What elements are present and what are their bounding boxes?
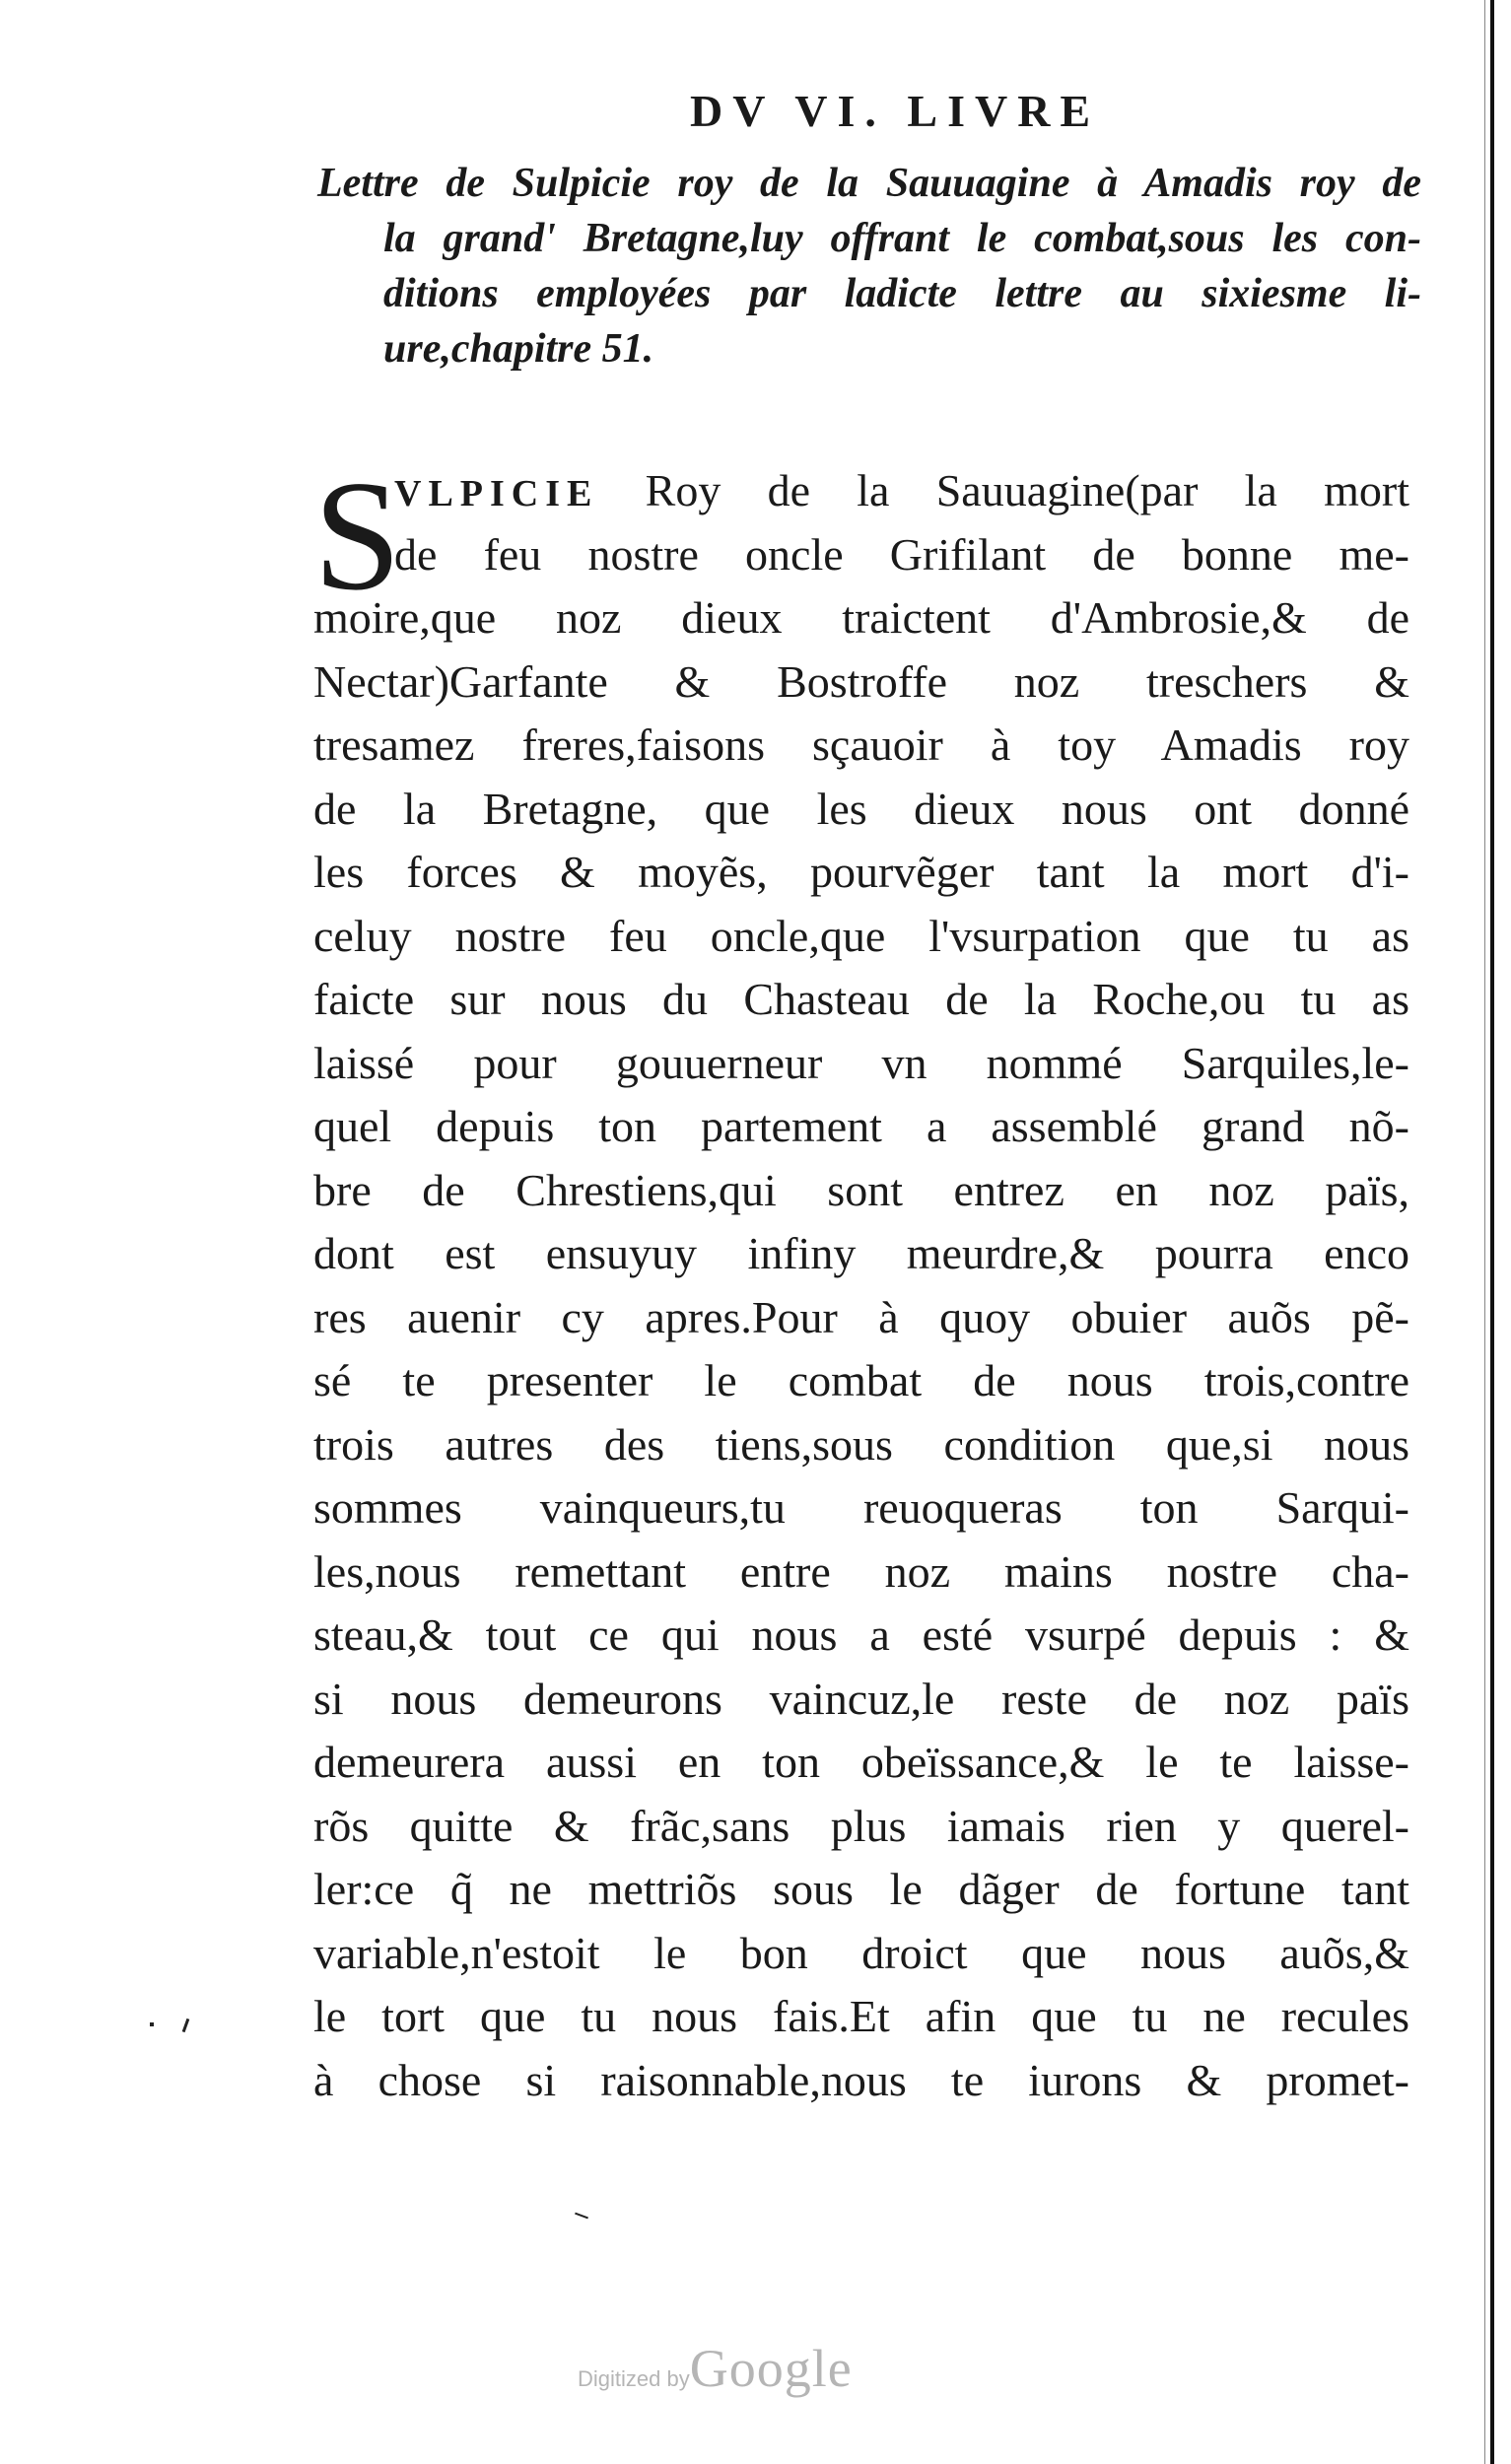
- letter-title: [317, 156, 1421, 376]
- opening-lines: [394, 459, 1409, 586]
- body-line: faicte sur nous du Chasteau de la Roche,ou tu as: [313, 974, 1409, 1024]
- body-line: moire,que noz dieux traictent d'Ambrosie,& de: [313, 592, 1409, 643]
- stray-mark: [150, 2022, 154, 2026]
- title-line: ditions employées par ladicte lettre au sixiesme li-: [383, 271, 1421, 316]
- body-line: tresamez freres,faisons sçauoir à toy Amadis roy: [313, 719, 1409, 770]
- digitized-watermark: [578, 2338, 853, 2399]
- opening-small-caps: VLPICIE: [394, 473, 599, 514]
- scan-border: [1490, 0, 1494, 2464]
- body-line: les forces & moyẽs, pourvẽger tant la mort d'i-: [313, 847, 1409, 897]
- body-line: trois autres des tiens,sous condition que,si nous: [313, 1418, 1409, 1470]
- stray-mark: [575, 2213, 588, 2220]
- body-line: quel depuis ton partement a assemblé grand nõ-: [313, 1101, 1409, 1151]
- body-line: ler:ce q̃ ne mettriõs sous le dãger de fortune tant: [313, 1864, 1409, 1914]
- body-line: celuy nostre feu oncle,que l'vsurpation que tu as: [313, 910, 1409, 961]
- google-logo: Google: [689, 2339, 853, 2398]
- stray-mark: [182, 2019, 190, 2032]
- letter-body: [313, 586, 1409, 2112]
- body-line: res auenir cy apres.Pour à quoy obuier auõs pẽ-: [313, 1291, 1409, 1342]
- body-line: variable,n'estoit le bon droict que nous auõs,&: [313, 1927, 1409, 1978]
- body-line: laissé pour gouuerneur vn nommé Sarquiles,le-: [313, 1037, 1409, 1088]
- scan-border-shadow: [1484, 0, 1485, 2464]
- body-line: à chose si raisonnable,nous te iurons & promet-: [313, 2054, 1409, 2105]
- title-line: Lettre de Sulpicie roy de la Sauuagine à Amadis roy de: [317, 161, 1421, 206]
- watermark-prefix: Digitized by: [578, 2366, 690, 2391]
- opening-line-text: Roy de la Sauuagine(par la mort: [645, 465, 1409, 515]
- title-line: la grand' Bretagne,luy offrant le combat,sous les con-: [383, 216, 1421, 261]
- drop-cap: S: [313, 447, 401, 623]
- body-line: bre de Chrestiens,qui sont entrez en noz païs,: [313, 1164, 1409, 1215]
- body-line: si nous demeurons vaincuz,le reste de noz païs: [313, 1673, 1409, 1724]
- body-line: les,nous remettant entre noz mains nostre cha-: [313, 1545, 1409, 1597]
- body-line: Nectar)Garfante & Bostroffe noz treschers &: [313, 655, 1409, 707]
- body-line: demeurera aussi en ton obeïssance,& le te laisse-: [313, 1737, 1409, 1787]
- body-line: steau,& tout ce qui nous a esté vsurpé depuis : &: [313, 1609, 1409, 1660]
- body-line: sommes vainqueurs,tu reuoqueras ton Sarqui-: [313, 1482, 1409, 1533]
- title-line: ure,chapitre 51.: [383, 326, 654, 372]
- body-line: le tort que tu nous fais.Et afin que tu ne recules: [313, 1991, 1409, 2041]
- body-line: de feu nostre oncle Grifilant de bonne me-: [394, 528, 1409, 580]
- body-line: [394, 459, 1409, 523]
- body-line: de la Bretagne, que les dieux nous ont donné: [313, 783, 1409, 834]
- running-head: DV VI. LIVRE: [690, 86, 1101, 136]
- body-line: dont est ensuyuy infiny meurdre,& pourra enco: [313, 1228, 1409, 1278]
- body-line: rõs quitte & frãc,sans plus iamais rien y querel-: [313, 1800, 1409, 1851]
- body-line: sé te presenter le combat de nous trois,contre: [313, 1355, 1409, 1405]
